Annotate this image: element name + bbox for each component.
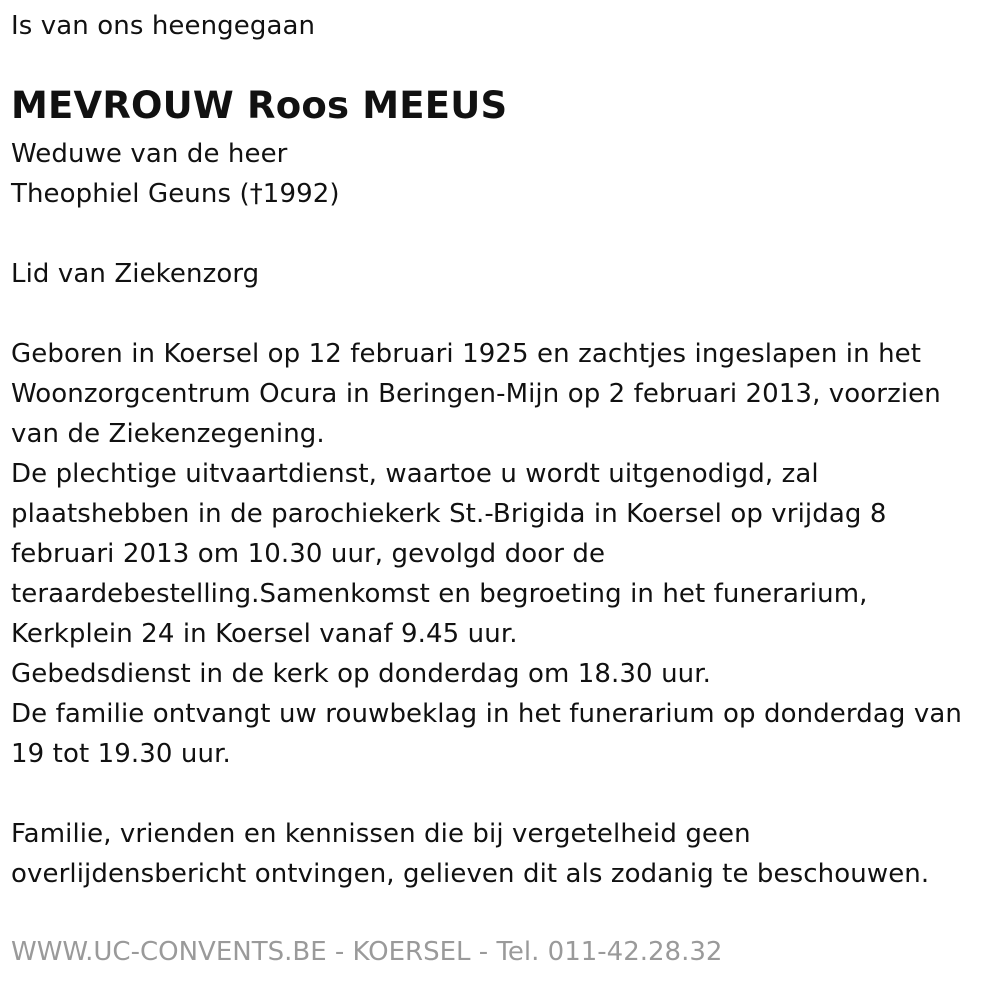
footer-contact: WWW.UC-CONVENTS.BE - KOERSEL - Tel. 011-42.28.32 <box>11 937 723 967</box>
main-paragraph <box>11 334 962 774</box>
membership-text: Lid van Ziekenzorg <box>11 259 260 289</box>
main-line: Gebedsdienst in de kerk op donderdag om 18.30 uur. <box>11 659 711 689</box>
main-line: van de Ziekenzegening. <box>11 419 325 449</box>
main-line: Geboren in Koersel op 12 februari 1925 en zachtjes ingeslapen in het <box>11 339 922 369</box>
main-line: De familie ontvangt uw rouwbeklag in het funerarium op donderdag van <box>11 699 962 729</box>
intro-text: Is van ons heengegaan <box>11 11 316 41</box>
main-line: De plechtige uitvaartdienst, waartoe u wordt uitgenodigd, zal <box>11 459 819 489</box>
widow-block <box>11 134 340 214</box>
main-line: februari 2013 om 10.30 uur, gevolgd door de <box>11 539 606 569</box>
spouse-line: Theophiel Geuns (†1992) <box>11 179 340 209</box>
widow-line: Weduwe van de heer <box>11 139 288 169</box>
closing-paragraph <box>11 814 929 894</box>
main-line: teraardebestelling.Samenkomst en begroeting in het funerarium, <box>11 579 868 609</box>
closing-line: Familie, vrienden en kennissen die bij vergetelheid geen <box>11 819 751 849</box>
main-line: plaatshebben in de parochiekerk St.-Brigida in Koersel op vrijdag 8 <box>11 499 887 529</box>
main-line: 19 tot 19.30 uur. <box>11 739 231 769</box>
main-line: Kerkplein 24 in Koersel vanaf 9.45 uur. <box>11 619 518 649</box>
main-line: Woonzorgcentrum Ocura in Beringen-Mijn op 2 februari 2013, voorzien <box>11 379 941 409</box>
membership-block <box>11 254 259 294</box>
closing-line: overlijdensbericht ontvingen, gelieven dit als zodanig te beschouwen. <box>11 859 930 889</box>
deceased-name: MEVROUW Roos MEEUS <box>11 84 508 127</box>
